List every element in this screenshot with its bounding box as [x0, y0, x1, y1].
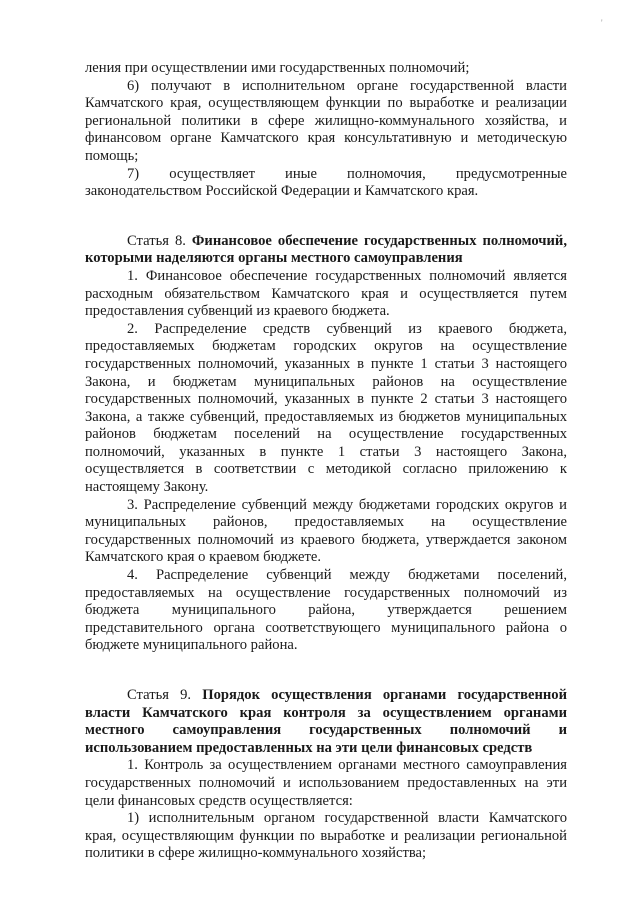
- article-9-title: Порядок осуществления органами государственной власти Камчатского края контроля за осуществлением органами местного самоуправления государственных полномочий и использованием предоставленных на эти цели финансовых средств: [85, 687, 567, 756]
- article-9-heading: [85, 687, 567, 757]
- article-8-heading: [85, 233, 567, 268]
- paragraph-continuation: ления при осуществлении ими государственных полномочий;: [85, 60, 470, 76]
- article-8-paragraph-1: 1. Финансовое обеспечение государственных полномочий является расходным обязательством Камчатского края и осуществляется путем предоставления субвенций из краевого бюджета.: [85, 267, 567, 320]
- article-8-paragraph-4: 4. Распределение субвенций между бюджетами поселений, предоставляемых на осуществление государственных полномочий из бюджета муниципального района, утверждается решением представительного органа соответствующего муниципального района о бюджете муниципального района.: [85, 567, 567, 654]
- article-9-paragraph-2: 1) исполнительным органом государственной власти Камчатского края, осуществляющим функции по выработке и реализации региональной политики в сфере жилищно-коммунального хозяйства;: [85, 810, 567, 862]
- article-9-label: Статья 9.: [127, 687, 203, 703]
- article-8-label: Статья 8.: [127, 232, 192, 249]
- article-8-paragraph-2: 2. Распределение средств субвенций из краевого бюджета, предоставляемых бюджетам городских округов на осуществление государственных полномочий, указанных в пункте 1 статьи 3 настоящего Закона, и бюджетам муниципальных районов на осуществление государственных полномочий, указанных в пункте 2 статьи 3 настоящего Закона, а также субвенций, предоставляемых из бюджетов муниципальных районов бюджетам поселений на осуществление государственных полномочий, указанных в пункте 1 статьи 3 настоящего Закона, осуществляется в соответствии с методикой согласно приложению к настоящему Закону.: [85, 320, 567, 496]
- section-spacer: [85, 201, 567, 233]
- article-9-paragraph-1: 1. Контроль за осуществлением органами местного самоуправления государственных полномочий и использованием предоставленных на эти цели финансовых средств осуществляется:: [85, 757, 567, 809]
- paragraph-item-6: 6) получают в исполнительном органе государственной власти Камчатского края, осуществляющем функции по выработке и реализации региональной политики в сфере жилищно-коммунального хозяйства, и финансовом органе Камчатского края консультативную и методическую помощь;: [85, 77, 567, 164]
- document-body: [85, 60, 567, 863]
- paragraph-item-7: 7) осуществляет иные полномочия, предусмотренные законодательством Российской Федерации и Камчатского края.: [85, 165, 567, 200]
- article-8-title: Финансовое обеспечение государственных полномочий, которыми наделяются органы местного самоуправления: [85, 232, 567, 267]
- article-8-paragraph-3: 3. Распределение субвенций между бюджетами городских округов и муниципальных районов, предоставляемых на осуществление государственных полномочий из краевого бюджета, утверждается законом Камчатского края о краевом бюджете.: [85, 496, 567, 566]
- section-spacer: [85, 655, 567, 687]
- corner-mark: ': [601, 18, 603, 28]
